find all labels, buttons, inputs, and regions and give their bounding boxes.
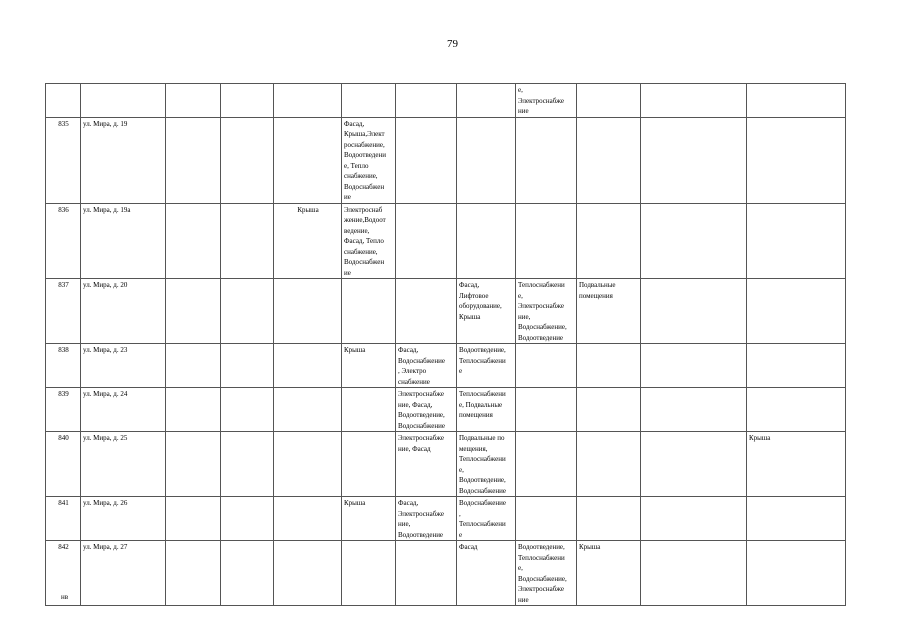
work-type-cell bbox=[577, 203, 641, 279]
table-row bbox=[46, 388, 846, 432]
row-number-cell: 837 bbox=[46, 279, 81, 344]
work-type-cell bbox=[641, 203, 747, 279]
row-number-cell: 840 bbox=[46, 432, 81, 497]
work-type-cell bbox=[221, 497, 274, 541]
work-type-cell: Электроснаб жение,Водоот ведение, Фасад, Тепло снабжение, Водоснабжен ие bbox=[342, 203, 396, 279]
work-type-cell bbox=[747, 388, 846, 432]
row-number-cell: 839 bbox=[46, 388, 81, 432]
work-type-cell bbox=[641, 497, 747, 541]
work-type-cell bbox=[274, 117, 342, 203]
work-type-cell bbox=[274, 541, 342, 606]
work-type-cell bbox=[641, 432, 747, 497]
work-type-cell bbox=[396, 279, 457, 344]
work-type-cell bbox=[396, 84, 457, 118]
work-type-cell bbox=[221, 541, 274, 606]
work-type-cell bbox=[396, 117, 457, 203]
work-type-cell: Электроснабже ние, Фасад, Водоотведение, Водоснабжение bbox=[396, 388, 457, 432]
work-type-cell bbox=[641, 388, 747, 432]
work-type-cell bbox=[342, 432, 396, 497]
work-type-cell: Фасад, Крыша,Элект роснабжение, Водоотведени е, Тепло снабжение, Водоснабжен ие bbox=[342, 117, 396, 203]
address-cell: ул. Мира, д. 24 bbox=[81, 388, 166, 432]
work-type-cell bbox=[166, 432, 221, 497]
table-row bbox=[46, 279, 846, 344]
work-type-cell: Теплоснабжени е, Электроснабже ние, Водоснабжение, Водоотведение bbox=[516, 279, 577, 344]
work-type-cell bbox=[516, 388, 577, 432]
row-number-cell: 841 bbox=[46, 497, 81, 541]
work-type-cell bbox=[747, 541, 846, 606]
footer-mark: нв bbox=[61, 593, 69, 601]
work-type-cell bbox=[274, 84, 342, 118]
work-type-cell bbox=[457, 84, 516, 118]
row-number-cell: 836 bbox=[46, 203, 81, 279]
table-row bbox=[46, 84, 846, 118]
row-number-cell: 835 bbox=[46, 117, 81, 203]
work-type-cell bbox=[166, 541, 221, 606]
work-type-cell bbox=[577, 497, 641, 541]
work-type-cell bbox=[166, 497, 221, 541]
address-cell: ул. Мира, д. 26 bbox=[81, 497, 166, 541]
work-type-cell bbox=[747, 203, 846, 279]
work-type-cell: Фасад, Лифтовое оборудование, Крыша bbox=[457, 279, 516, 344]
work-type-cell bbox=[274, 497, 342, 541]
work-type-cell bbox=[166, 388, 221, 432]
work-type-cell: Фасад, Электроснабже ние, Водоотведение bbox=[396, 497, 457, 541]
work-type-cell bbox=[577, 388, 641, 432]
work-type-cell bbox=[577, 84, 641, 118]
work-type-cell bbox=[516, 432, 577, 497]
address-cell: ул. Мира, д. 19а bbox=[81, 203, 166, 279]
table-body bbox=[46, 84, 846, 606]
work-type-cell bbox=[747, 84, 846, 118]
work-type-cell bbox=[457, 203, 516, 279]
work-type-cell bbox=[747, 344, 846, 388]
work-type-cell bbox=[166, 279, 221, 344]
table-row bbox=[46, 344, 846, 388]
work-type-cell: Водоотведение, Теплоснабжени е bbox=[457, 344, 516, 388]
work-type-cell: Крыша bbox=[342, 344, 396, 388]
work-type-cell bbox=[166, 84, 221, 118]
address-cell: ул. Мира, д. 27 bbox=[81, 541, 166, 606]
work-type-cell bbox=[342, 84, 396, 118]
work-type-cell bbox=[747, 279, 846, 344]
work-type-cell: Подвальные по мещения, Теплоснабжени е, Водоотведение, Водоснабжение bbox=[457, 432, 516, 497]
work-type-cell bbox=[396, 541, 457, 606]
address-cell: ул. Мира, д. 20 bbox=[81, 279, 166, 344]
address-cell: ул. Мира, д. 19 bbox=[81, 117, 166, 203]
work-type-cell bbox=[221, 84, 274, 118]
work-type-cell bbox=[516, 497, 577, 541]
work-type-cell: Крыша bbox=[274, 203, 342, 279]
work-type-cell bbox=[577, 344, 641, 388]
work-type-cell bbox=[274, 388, 342, 432]
work-type-cell bbox=[166, 117, 221, 203]
work-type-cell bbox=[641, 541, 747, 606]
work-type-cell: Крыша bbox=[577, 541, 641, 606]
work-type-cell: Водоотведение, Теплоснабжени е, Водоснабжение, Электроснабже ние bbox=[516, 541, 577, 606]
row-number-cell: 838 bbox=[46, 344, 81, 388]
address-cell bbox=[81, 84, 166, 118]
work-type-cell bbox=[641, 344, 747, 388]
work-type-cell bbox=[641, 117, 747, 203]
work-type-cell: Крыша bbox=[747, 432, 846, 497]
table-row bbox=[46, 117, 846, 203]
work-type-cell bbox=[577, 117, 641, 203]
work-type-cell bbox=[221, 388, 274, 432]
work-type-cell bbox=[221, 203, 274, 279]
work-type-cell bbox=[457, 117, 516, 203]
work-type-cell: Теплоснабжени е, Подвальные помещения bbox=[457, 388, 516, 432]
work-type-cell: Фасад bbox=[457, 541, 516, 606]
table-row bbox=[46, 432, 846, 497]
address-cell: ул. Мира, д. 25 bbox=[81, 432, 166, 497]
work-type-cell bbox=[342, 279, 396, 344]
work-type-cell bbox=[221, 344, 274, 388]
work-type-cell bbox=[221, 432, 274, 497]
work-type-cell: Водоснабжение , Теплоснабжени е bbox=[457, 497, 516, 541]
work-type-cell bbox=[166, 203, 221, 279]
work-type-cell bbox=[577, 432, 641, 497]
work-type-cell bbox=[274, 344, 342, 388]
work-type-cell bbox=[221, 117, 274, 203]
row-number-cell bbox=[46, 84, 81, 118]
work-type-cell bbox=[166, 344, 221, 388]
work-type-cell bbox=[516, 344, 577, 388]
work-type-cell bbox=[342, 388, 396, 432]
work-type-cell bbox=[396, 203, 457, 279]
page-number: 79 bbox=[447, 38, 458, 50]
work-type-cell bbox=[342, 541, 396, 606]
work-type-cell: Фасад, Водоснабжение , Электро снабжение bbox=[396, 344, 457, 388]
work-type-cell bbox=[221, 279, 274, 344]
table-row bbox=[46, 497, 846, 541]
row-number-cell: 842 bbox=[46, 541, 81, 606]
table-row bbox=[46, 203, 846, 279]
table-row bbox=[46, 541, 846, 606]
work-type-cell bbox=[747, 117, 846, 203]
work-type-cell: е, Электроснабже ние bbox=[516, 84, 577, 118]
work-type-cell bbox=[274, 279, 342, 344]
work-type-cell bbox=[747, 497, 846, 541]
work-type-cell bbox=[274, 432, 342, 497]
work-type-cell: Электроснабже ние, Фасад bbox=[396, 432, 457, 497]
work-type-cell: Подвальные помещения bbox=[577, 279, 641, 344]
work-type-cell bbox=[641, 279, 747, 344]
repair-schedule-table bbox=[45, 83, 846, 606]
work-type-cell: Крыша bbox=[342, 497, 396, 541]
work-type-cell bbox=[516, 117, 577, 203]
work-type-cell bbox=[516, 203, 577, 279]
address-cell: ул. Мира, д. 23 bbox=[81, 344, 166, 388]
work-type-cell bbox=[641, 84, 747, 118]
